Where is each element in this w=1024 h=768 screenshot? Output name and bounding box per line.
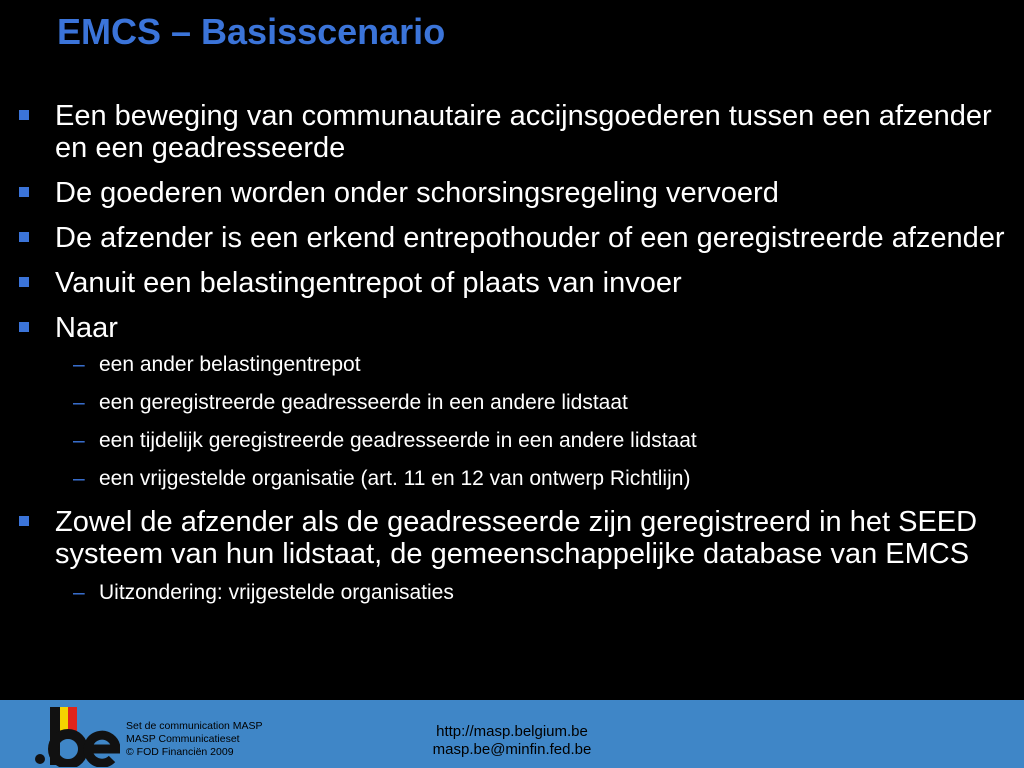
sub-bullet-text: een tijdelijk geregistreerde geadresseerde in een andere lidstaat [99,429,697,452]
bullet-item [15,267,1015,299]
bullet-text: Zowel de afzender als de geadresseerde zijn geregistreerd in het SEED systeem van hun lidstaat, de gemeenschappelijke database van EMCS [55,506,978,570]
footer-url-link[interactable]: http://masp.belgium.be [436,723,588,740]
footer-credit-line: MASP Communicatieset [126,733,240,745]
footer-bar [0,700,1024,768]
bullet-text: Naar [55,312,118,344]
sub-bullet-item [15,428,1015,454]
sub-bullet-text: een vrijgestelde organisatie (art. 11 en 12 van ontwerp Richtlijn) [99,467,691,490]
footer-credits [126,720,263,759]
blue-square-icon [19,322,29,332]
blue-dash-icon: – [73,391,85,414]
bullet-text: De afzender is een erkend entrepothouder of een geregistreerde afzender [55,222,1005,254]
bullet-item [15,177,1015,209]
sub-bullet-text: Uitzondering: vrijgestelde organisaties [99,581,454,604]
sub-bullet-item [15,580,1015,606]
footer-email-link[interactable]: masp.be@minfin.fed.be [432,741,592,758]
blue-dash-icon: – [73,353,85,376]
blue-square-icon [19,187,29,197]
bullet-item [15,222,1015,254]
blue-dash-icon: – [73,429,85,452]
bullet-text: Vanuit een belastingentrepot of plaats van invoer [55,267,682,299]
blue-square-icon [19,516,29,526]
bullet-item [15,100,1015,164]
sub-bullet-text: een ander belastingentrepot [99,353,361,376]
sub-bullet-item [15,390,1015,416]
sub-bullet-text: een geregistreerde geadresseerde in een andere lidstaat [99,391,628,414]
sub-bullet-item [15,352,1015,378]
footer-credit-line: © FOD Financiën 2009 [126,746,234,758]
blue-dash-icon: – [73,581,85,604]
bullet-item [15,312,1015,344]
bullet-text: De goederen worden onder schorsingsregeling vervoerd [55,177,779,209]
blue-square-icon [19,232,29,242]
bullet-list [15,100,1015,618]
footer-contact [380,723,644,759]
bullet-text: Een beweging van communautaire accijnsgoederen tussen een afzender en een geadresseerde [55,100,992,164]
slide-title: EMCS – Basisscenario [57,11,446,52]
bullet-item [15,506,1015,570]
be-logo [30,703,120,767]
blue-square-icon [19,110,29,120]
sub-bullet-item [15,466,1015,492]
blue-dash-icon: – [73,467,85,490]
blue-square-icon [19,277,29,287]
footer-credit-line: Set de communication MASP [126,720,263,732]
